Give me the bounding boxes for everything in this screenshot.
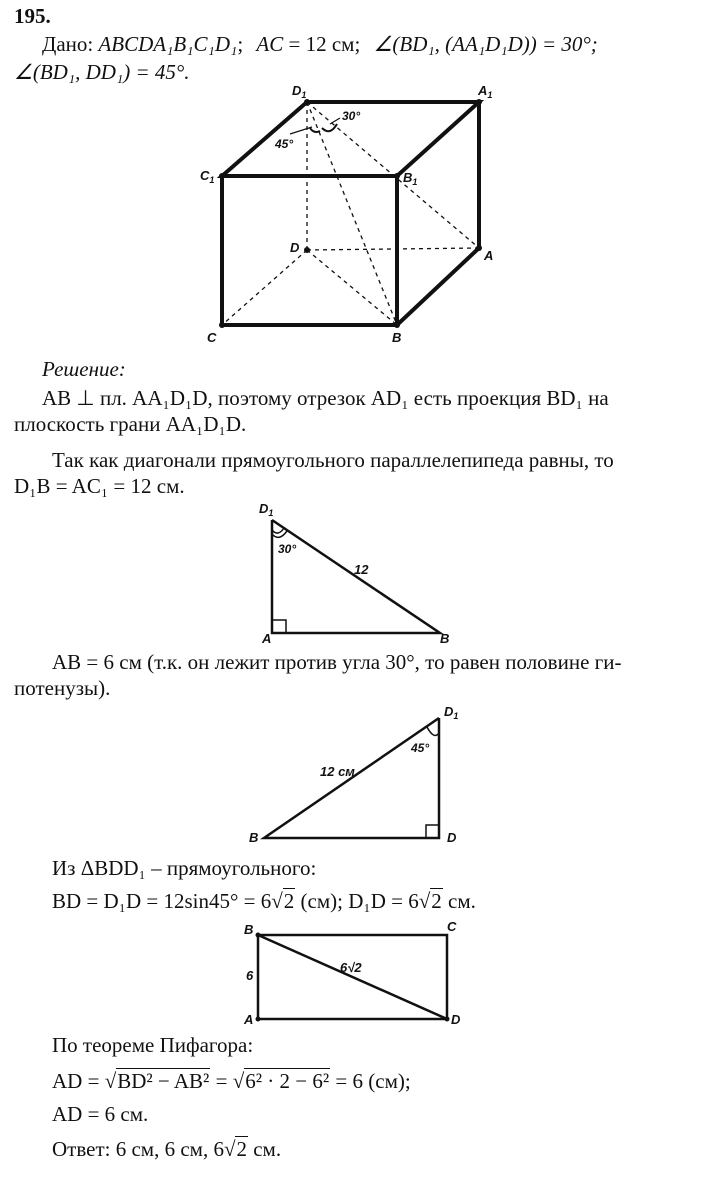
tri3-label-side: 12 см: [320, 764, 355, 779]
given-ac-label: AC: [256, 32, 284, 56]
label-c: C: [207, 330, 217, 345]
label-angle-45: 45°: [275, 137, 294, 151]
line10-part-a: AD =: [52, 1069, 105, 1093]
tri2-label-side: 12: [354, 562, 369, 577]
given-prism: ABCDA₁B₁C₁D₁: [98, 32, 238, 56]
rect-label-b: B: [244, 922, 254, 937]
angle-pointer-30: [330, 118, 340, 124]
angle-arc-d1: [272, 528, 284, 533]
line10-radicand-1: BD² − AB²: [117, 1069, 210, 1093]
rect-vertex-a: [256, 1017, 261, 1022]
right-angle-mark-d: [426, 825, 439, 838]
figure-triangle-bdd1: [249, 704, 458, 845]
solution-line-5: AB = 6 см (т.к. он лежит против угла 30°, то равен половине ги-: [52, 650, 622, 674]
label-c1: $C_1$: [200, 168, 215, 185]
vertex-c1: [219, 173, 225, 179]
angle-arc-45: [310, 128, 320, 132]
solution-line-9: По теореме Пифагора:: [52, 1033, 254, 1057]
vertex-a: [476, 245, 482, 251]
rect-vertex-b: [256, 933, 261, 938]
line10-part-c: =: [210, 1069, 233, 1093]
answer-line: Ответ: 6 см, 6 см, 6√2 см.: [52, 1137, 282, 1161]
label-b1: $B_1$: [403, 170, 418, 187]
line8-part-a: BD = D₁D = 12sin45° = 6: [52, 889, 272, 913]
tri3-label-angle: 45°: [411, 741, 430, 755]
rect-label-diag: 6√2: [340, 960, 362, 975]
label-d: D: [290, 240, 300, 255]
tri3-label-d1: $D_1$: [444, 704, 459, 721]
figure-parallelepiped: [200, 83, 493, 345]
solution-line-7: Из ΔBDD₁ – прямоугольного:: [52, 856, 317, 880]
hidden-edge-d-b: [307, 250, 397, 325]
tri2-label-b: B: [440, 631, 450, 646]
label-angle-30: 30°: [342, 109, 361, 123]
label-d1: $D_1$: [292, 83, 307, 100]
given-line-1: Дано: ABCDA₁B₁C₁D₁; AC = 12 см; ∠(BD₁, (AA₁D₁D)) = 30°;: [42, 32, 598, 56]
hidden-edge-d-c: [222, 250, 307, 325]
diagonal-bd: [258, 935, 447, 1019]
given-prefix: Дано:: [42, 32, 99, 56]
diagonal-d1-b: [307, 102, 397, 325]
solution-line-11: AD = 6 см.: [52, 1102, 149, 1126]
vertex-d: [304, 247, 310, 253]
solution-line-6: потенузы).: [14, 676, 111, 700]
solution-line-2: плоскость грани AA₁D₁D.: [14, 412, 247, 436]
label-a1: $A_1$: [478, 83, 493, 100]
vertex-a1: [476, 99, 482, 105]
angle-pointer-45: [290, 127, 312, 134]
line8-radicand-1: 2: [283, 889, 295, 913]
right-angle-mark-a: [272, 620, 286, 633]
problem-number: 195.: [14, 4, 51, 28]
solution-line-3: Так как диагонали прямоугольного параллелепипеда равны, то: [52, 448, 614, 472]
solution-line-1: AB ⊥ пл. AA₁D₁D, поэтому отрезок AD₁ есть проекция BD₁ на: [42, 386, 609, 410]
label-b: B: [392, 330, 402, 345]
solution-line-4: D₁B = AC₁ = 12 см.: [14, 474, 185, 498]
rect-label-d: D: [451, 1012, 461, 1027]
figure-triangle-d1ab: [259, 501, 449, 646]
tri3-label-d: D: [447, 830, 457, 845]
rect-vertex-d: [445, 1017, 450, 1022]
line8-radicand-2: 2: [431, 889, 442, 913]
line8-part-e: см.: [442, 889, 476, 913]
solution-heading: Решение:: [42, 357, 126, 381]
edge-b-a: [397, 248, 479, 325]
answer-part-c: см.: [247, 1137, 282, 1161]
given-angle2: ∠(BD₁, DD₁) = 45°.: [14, 60, 190, 84]
rect-label-a: A: [244, 1012, 254, 1027]
solution-line-10: AD = √BD² − AB² = √6² · 2 − 6² = 6 (см);: [52, 1069, 411, 1093]
answer-radicand: 2: [236, 1137, 247, 1161]
tri2-label-angle: 30°: [278, 542, 297, 556]
tri3-label-b: B: [249, 830, 259, 845]
given-angle1: ∠(BD₁, (AA₁D₁D)) = 30°;: [373, 32, 598, 56]
rect-label-side: 6: [246, 968, 254, 983]
given-ac-value: = 12 см;: [288, 32, 361, 56]
line10-radicand-2: 6² · 2 − 6²: [245, 1069, 330, 1093]
label-a: A: [484, 248, 494, 263]
vertex-b: [394, 322, 400, 328]
line10-part-e: = 6 (см);: [330, 1069, 411, 1093]
hidden-edge-d-a: [307, 248, 479, 250]
vertex-b1: [394, 173, 400, 179]
solution-line-8: BD = D₁D = 12sin45° = 6√2 (см); D₁D = 6√2 см.: [52, 889, 476, 913]
angle-arc-30: [322, 124, 337, 131]
vertex-c: [219, 322, 225, 328]
answer-part-a: Ответ: 6 см, 6 см, 6: [52, 1137, 224, 1161]
tri2-label-a: A: [262, 631, 272, 646]
rect-label-c: C: [447, 919, 457, 934]
tri2-label-d1: $D_1$: [259, 501, 274, 518]
line8-part-c: (см); D₁D = 6: [295, 889, 419, 913]
figure-rectangle-bcda: [243, 919, 461, 1027]
angle-arc-d1-45: [427, 727, 439, 735]
